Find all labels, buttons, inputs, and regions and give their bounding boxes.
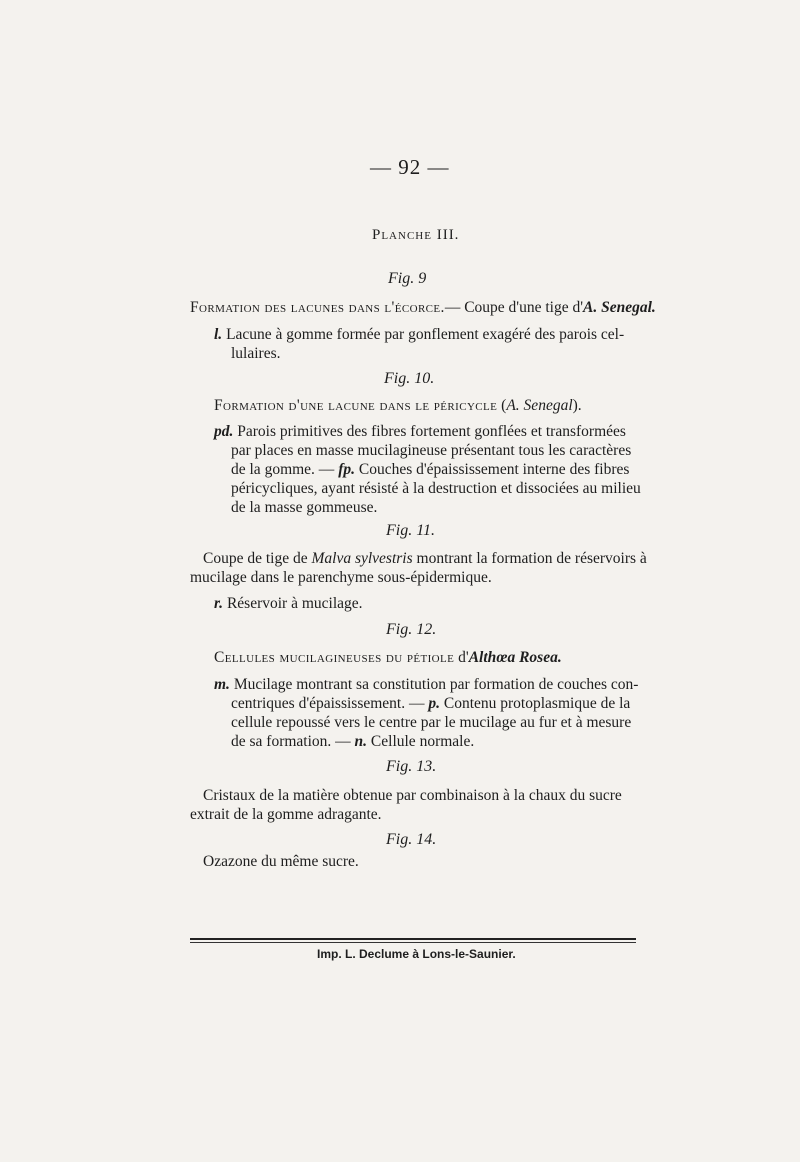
fig-10-title bbox=[214, 396, 582, 415]
fig-10-legend-label-fp: fp. bbox=[338, 461, 355, 478]
fig-13-heading: Fig. 13. bbox=[386, 758, 437, 775]
fig-14-heading: Fig. 14. bbox=[386, 831, 437, 848]
fig-10-legend-text-1: Parois primitives des fibres fortement gonflées et transformées bbox=[237, 423, 626, 440]
fig-12-legend-text-2a: centriques d'épaississement. — bbox=[231, 695, 425, 712]
printer-imprint: Imp. L. Declume à Lons-le-Saunier. bbox=[317, 947, 516, 961]
fig-11-line-2: mucilage dans le parenchyme sous-épidermique. bbox=[190, 569, 492, 586]
fig-12-legend-label: m. bbox=[214, 676, 230, 693]
fig-12-title-caps: Cellules mucilagineuses du pétiole bbox=[214, 649, 455, 666]
fig-12-legend-line-4 bbox=[231, 732, 474, 751]
fig-10-legend-text-3b: Couches d'épaississement interne des fibres bbox=[358, 461, 630, 478]
fig-12-legend-text-2b: Contenu protoplasmique de la bbox=[443, 695, 631, 712]
fig-10-title-close: ). bbox=[572, 397, 582, 414]
fig-10-title-open: ( bbox=[497, 397, 507, 414]
fig-10-legend-line-3 bbox=[231, 460, 629, 479]
fig-10-title-caps: Formation d'une lacune dans le péricycle bbox=[214, 397, 498, 414]
fig-9-legend-line-1 bbox=[214, 325, 624, 344]
fig-12-legend-text-4a: de sa formation. — bbox=[231, 733, 351, 750]
fig-11-line-1 bbox=[203, 549, 647, 568]
fig-11-text-1a: Coupe de tige de bbox=[203, 550, 308, 567]
fig-9-legend-text: Lacune à gomme formée par gonflement exagéré des parois cel- bbox=[226, 326, 625, 343]
fig-11-heading: Fig. 11. bbox=[386, 522, 436, 539]
fig-14-line-1: Ozazone du même sucre. bbox=[203, 853, 359, 870]
fig-9-heading: Fig. 9 bbox=[388, 270, 427, 287]
fig-9-title bbox=[190, 298, 656, 317]
footer-rule-thin bbox=[190, 942, 636, 943]
fig-12-title-de: d' bbox=[454, 649, 469, 666]
fig-12-species: Althœa Rosea. bbox=[468, 649, 562, 666]
fig-12-heading: Fig. 12. bbox=[386, 621, 437, 638]
page-number: — 92 — bbox=[370, 155, 450, 179]
fig-13-line-1: Cristaux de la matière obtenue par combinaison à la chaux du sucre bbox=[203, 787, 622, 804]
fig-12-legend-text-1: Mucilage montrant sa constitution par formation de couches con- bbox=[233, 676, 639, 693]
fig-10-legend-line-5: de la masse gommeuse. bbox=[231, 499, 378, 516]
fig-10-species: A. Senegal bbox=[506, 397, 573, 414]
fig-11-text-1b: montrant la formation de réservoirs à bbox=[416, 550, 647, 567]
fig-12-legend-line-3: cellule repoussé vers le centre par le mucilage au fur et à mesure bbox=[231, 714, 632, 731]
fig-13-line-2: extrait de la gomme adragante. bbox=[190, 806, 382, 823]
fig-12-legend-label-n: n. bbox=[354, 733, 368, 750]
fig-12-legend-text-4b: Cellule normale. bbox=[370, 733, 475, 750]
fig-9-title-rest: — Coupe d'une tige d' bbox=[444, 299, 583, 316]
fig-10-legend-line-1 bbox=[214, 422, 626, 441]
footer-rule bbox=[190, 938, 636, 940]
fig-10-legend-line-4: péricycliques, ayant résisté à la destruction et dissociées au milieu bbox=[231, 480, 641, 497]
fig-9-legend-line-2: lulaires. bbox=[231, 345, 281, 362]
plate-title: Planche III. bbox=[372, 227, 460, 243]
fig-11-legend-text: Réservoir à mucilage. bbox=[226, 595, 363, 612]
fig-11-legend-label: r. bbox=[214, 595, 224, 612]
fig-10-legend-line-2: par places en masse mucilagineuse présentant tous les caractères bbox=[231, 442, 632, 459]
fig-12-title bbox=[214, 648, 562, 667]
fig-12-legend-label-p: p. bbox=[428, 695, 440, 712]
fig-9-species: A. Senegal. bbox=[583, 299, 656, 316]
fig-10-legend-text-3a: de la gomme. — bbox=[231, 461, 335, 478]
fig-11-legend bbox=[214, 594, 363, 613]
fig-12-legend-line-1 bbox=[214, 675, 638, 694]
fig-10-legend-label: pd. bbox=[214, 423, 234, 440]
fig-10-heading: Fig. 10. bbox=[384, 370, 435, 387]
fig-9-legend-label: l. bbox=[214, 326, 223, 343]
fig-9-title-caps: Formation des lacunes dans l'écorce. bbox=[190, 299, 445, 316]
fig-11-species: Malva sylvestris bbox=[311, 550, 413, 567]
fig-12-legend-line-2 bbox=[231, 694, 630, 713]
